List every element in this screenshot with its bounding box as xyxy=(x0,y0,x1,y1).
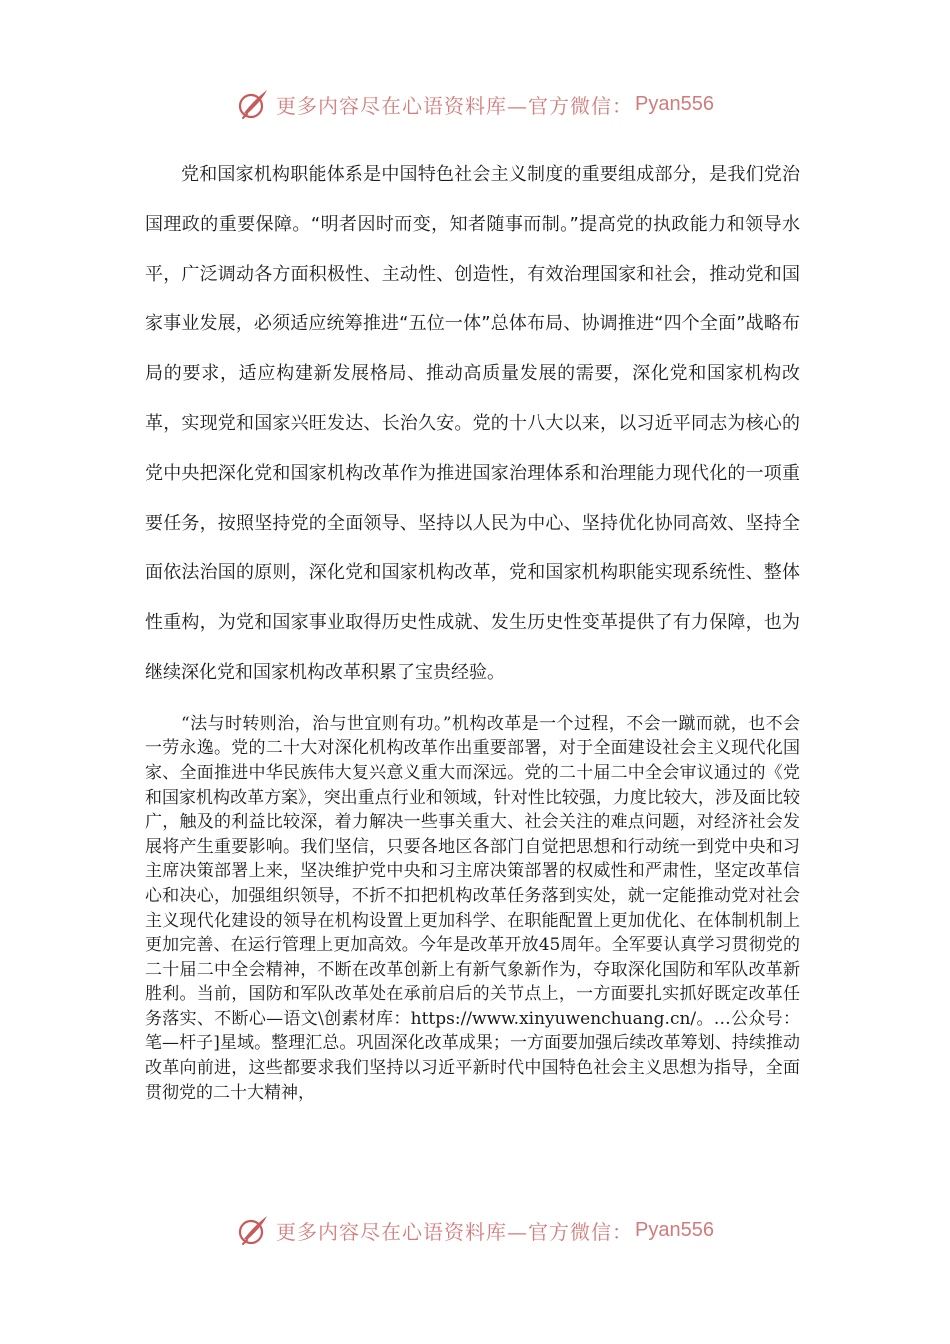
header-watermark xyxy=(0,84,950,124)
document-body xyxy=(145,150,800,1105)
quill-pen-logo-icon xyxy=(236,1213,270,1247)
quill-pen-logo-icon xyxy=(236,87,270,121)
watermark-text: 更多内容尽在心语资料库—官方微信： xyxy=(276,1219,634,1244)
paragraph: 党和国家机构职能体系是中国特色社会主义制度的重要组成部分，是我们党治国理政的重要保障。“明者因时而变，知者随事而制。”提高党的执政能力和领导水平，广泛调动各方面积极性、主动性、创造性，有效治理国家和社会，推动党和国家事业发展，必须适应统筹推进“五位一体”总体布局、协调推进“四个全面”战略布局的要求，适应构建新发展格局、推动高质量发展的需要，深化党和国家机构改革，实现党和国家兴旺发达、长治久安。党的十八大以来，以习近平同志为核心的党中央把深化党和国家机构改革作为推进国家治理体系和治理能力现代化的一项重要任务，按照坚持党的全面领导、坚持以人民为中心、坚持优化协同高效、坚持全面依法治国的原则，深化党和国家机构改革，党和国家机构职能实现系统性、整体性重构，为党和国家事业取得历史性成就、发生历史性变革提供了有力保障，也为继续深化党和国家机构改革积累了宝贵经验。 xyxy=(145,164,800,683)
watermark-text: 更多内容尽在心语资料库—官方微信： xyxy=(276,93,634,118)
paragraph: “法与时转则治，治与世宜则有功。”机构改革是一个过程，不会一蹴而就，也不会一劳永逸。党的二十大对深化机构改革作出重要部署，对于全面建设社会主义现代化国家、全面推进中华民族伟大复兴意义重大而深远。党的二十届二中全会审议通过的《党和国家机构改革方案》，突出重点行业和领域，针对性比较强，力度比较大，涉及面比较广，触及的利益比较深，着力解决一些事关重大、社会关注的难点问题，对经济社会发展将产生重要影响。我们坚信，只要各地区各部门自觉把思想和行动统一到党中央和习主席决策部署上来，坚决维护党中央和习主席决策部署的权威性和严肃性，坚定改革信心和决心，加强组织领导，不折不扣把机构改革任务落到实处，就一定能推动党对社会主义现代化建设的领导在机构设置上更加科学、在职能配置上更加优化、在体制机制上更加完善、在运行管理上更加高效。今年是改革开放45周年。全军要认真学习贯彻党的二十届二中全会精神，不断在改革创新上有新气象新作为，夺取深化国防和军队改革新胜利。当前，国防和军队改革处在承前启后的关节点上，一方面要扎实抓好既定改革任务落实、不断心—语文\创素材库：https://www.xinyuwenchuang.cn/。…公众号：笔—杆子]星域。整理汇总。巩固深化改革成果；一方面要加强后续改革筹划、持续推动改革向前进，这些都要求我们坚持以习近平新时代中国特色社会主义思想为指导，全面贯彻党的二十大精神， xyxy=(145,713,800,1103)
watermark-id: Pyan556 xyxy=(635,92,714,115)
watermark-id: Pyan556 xyxy=(635,1218,714,1241)
footer-watermark xyxy=(0,1210,950,1250)
